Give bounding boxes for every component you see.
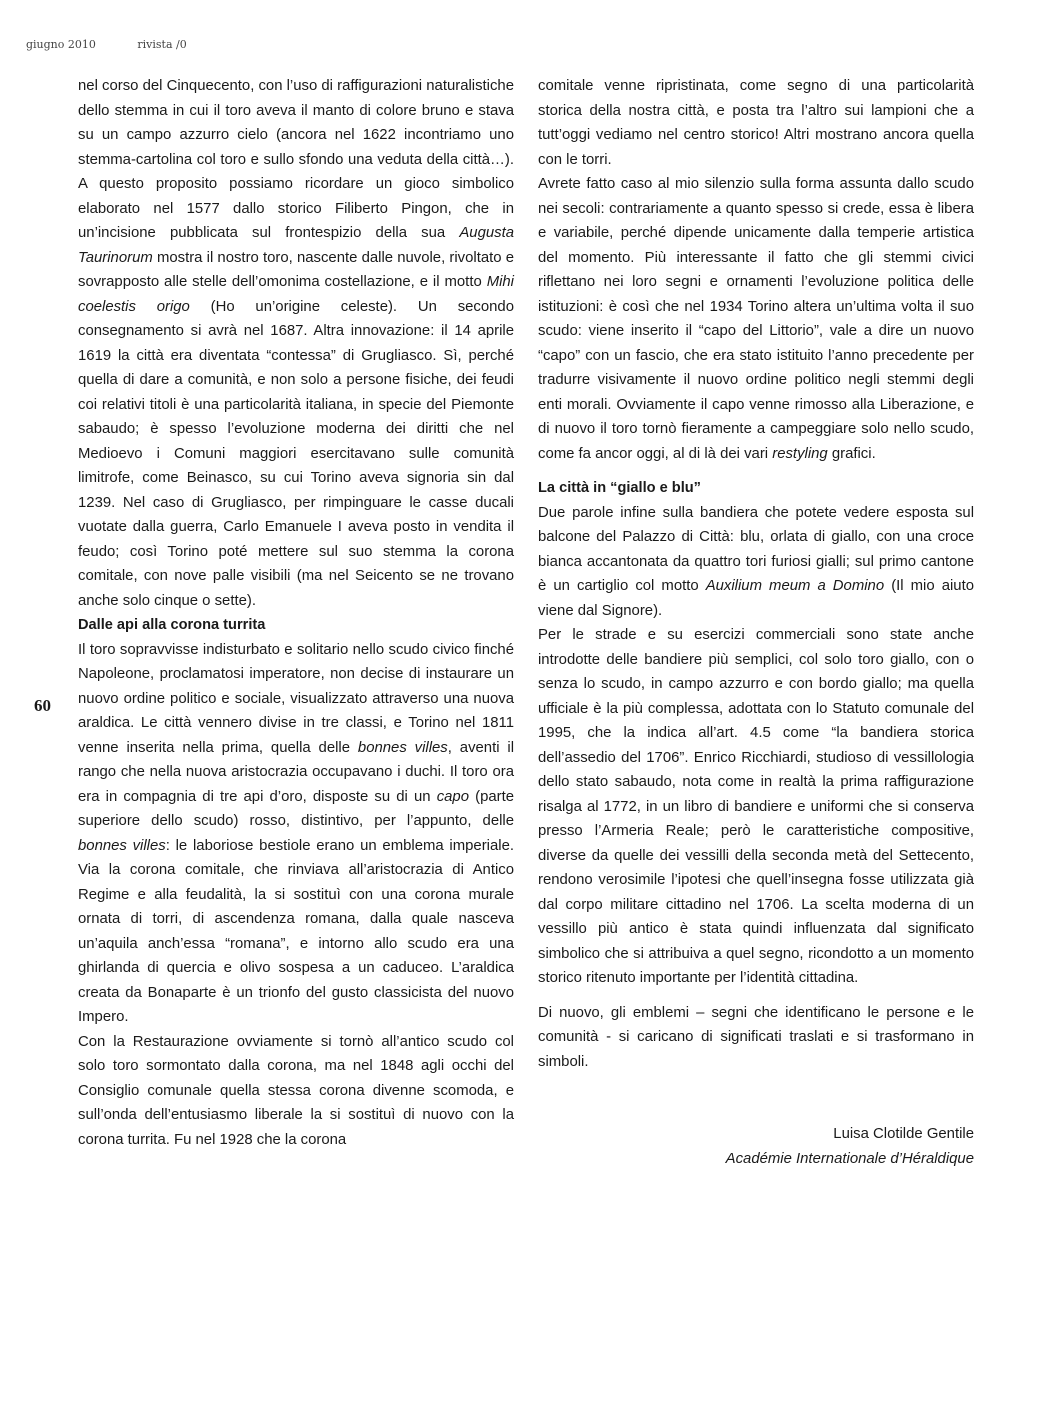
right-column <box>538 74 974 1171</box>
paragraph: Avrete fatto caso al mio silenzio sulla forma assunta dallo scudo nei secoli: contrariamente a quanto spesso si crede, essa è libera e variabile, perché dipende unicamente dalla temperie artistica del momento. Più interessante il fatto che gli stemmi civici riflettano nei loro segni e ornamenti l’evoluzione politica delle istituzioni: è così che nel 1934 Torino altera un’ultima volta il suo scudo: viene inserito il “capo del Littorio”, vale a dire un nuovo “capo” con un fascio, che era stato istituito l’anno precedente per tradurre visivamente il nuovo ordine politico negli stemmi degli enti morali. Ovviamente il capo venne rimosso alla Liberazione, e di nuovo il toro tornò fieramente a campeggiare solo nello scudo, come fa ancor oggi, al di là dei vari restyling grafici. <box>538 176 974 462</box>
left-column <box>78 74 514 1152</box>
section-heading: La città in “giallo e blu” <box>538 480 701 496</box>
section-heading: Dalle api alla corona turrita <box>78 617 266 633</box>
paragraph: Di nuovo, gli emblemi – segni che identificano le persone e le comunità - si caricano di significati traslati e si trasformano in simboli. <box>538 1004 974 1070</box>
running-head <box>26 38 225 51</box>
issue-number: rivista /0 <box>137 38 187 51</box>
signature <box>538 1122 974 1171</box>
paragraph: Per le strade e su esercizi commerciali sono state anche introdotte delle bandiere più semplici, col solo toro giallo, con o senza lo scudo, in campo azzurro e con bordo giallo; ma quella ufficiale è la più complessa, adottata con lo Statuto comunale del 1995, che la indica all’art. 4.5 come “la bandiera storica dell’assedio del 1706”. Enrico Ricchiardi, studioso di vessillologia dello stato sabaudo, nota come in realtà la prima raffigurazione risalga al 1772, in un libro di bandiere e uniformi che si conserva presso l’Armeria Reale; però le caratteristiche compositive, diverse da quelle dei vessilli della seconda metà del Settecento, rendono verosimile l’ipotesi che quell’insegna fosse utilizzata già dal corpo militare cittadino nel 1706. La scelta moderna di un vessillo più antico è stata quindi influenzata dal significato simbolico che si attribuiva a quel segno, ricondotto a un momento storico ritenuto importante per l’identità cittadina. <box>538 627 974 986</box>
paragraph: Il toro sopravvisse indisturbato e solitario nello scudo civico finché Napoleone, proclamatosi imperatore, non decise di instaurare un nuovo ordine politico e sociale, visualizzato attraverso una nuova araldica. Le città vennero divise in tre classi, e Torino nel 1811 venne inserita nella prima, quella delle bonnes villes, aventi il rango che nella nuova aristocrazia occupavano i duchi. Il toro ora era in compagnia di tre api d’oro, disposte su di un capo (parte superiore dello scudo) rosso, distintivo, per l’appunto, delle bonnes villes: le laboriose bestiole erano un emblema imperiale. Via la corona comitale, che rinviava all’aristocrazia di Antico Regime e alla feudalità, la si sostituì con una corona murale ornata di torri, di ascendenza romana, dalla quale nasceva un’aquila anch’essa “romana”, e intorno allo scudo era una ghirlanda di quercia e olivo sospesa a un caduceo. L’araldica creata da Bonaparte è un trionfo del gusto classicista del nuovo Impero. <box>78 641 515 1025</box>
paragraph: Con la Restaurazione ovviamente si tornò all’antico scudo col solo toro sormontato dalla corona, ma nel 1848 agli occhi del Consiglio comunale quella stessa corona divenne scomoda, e sull’onda dell’entusiasmo liberale la si sostituì di nuovo con la corona turrita. Fu nel 1928 che la corona <box>78 1033 514 1148</box>
paragraph: comitale venne ripristinata, come segno di una particolarità storica della nostra città, e posta tra l’altro sui lampioni che a tutt’oggi vediamo nel centro storico! Altri mostrano ancora quella con le torri. <box>538 78 974 168</box>
paragraph: Due parole infine sulla bandiera che potete vedere esposta sul balcone del Palazzo di Città: blu, orlata di giallo, con una croce bianca accantonata da quattro tori furiosi gialli; sul primo cantone è un cartiglio col motto Auxilium meum a Domino (Il mio aiuto viene dal Signore). <box>538 504 974 619</box>
author-name: Luisa Clotilde Gentile <box>833 1126 974 1142</box>
paragraph: nel corso del Cinquecento, con l’uso di raffigurazioni naturalistiche dello stemma in cui il toro aveva il manto di colore bruno e stava su un campo azzurro cielo (ancora nel 1622 incontriamo uno stemma-cartolina col toro e sullo sfondo una veduta della città…). A questo proposito possiamo ricordare un gioco simbolico elaborato nel 1577 dallo storico Filiberto Pingon, che in un’incisione pubblicata sul frontespizio della sua Augusta Taurinorum mostra il nostro toro, nascente dalle nuvole, rivoltato e sovrapposto alle stelle dell’omonima costellazione, e il motto Mihi coelestis origo (Ho un’origine celeste). Un secondo consegnamento si avrà nel 1687. Altra innovazione: il 14 aprile 1619 la città era diventata “contessa” di Grugliasco. Sì, perché quella di dare a comunità, e non solo a persone fisiche, dei feudi coi relativi titoli è una particolarità italiana, in specie del Piemonte sabaudo; è spesso l’evoluzione moderna dei diritti che nel Medioevo i Comuni maggiori esercitavano sulle comunità limitrofe, come Beinasco, su cui Torino aveva signoria sin dal 1239. Nel caso di Grugliasco, per rimpinguare le casse ducali vuotate dalla guerra, Carlo Emanuele I aveva posto in vendita il feudo; così Torino poté mettere sul suo stemma la corona comitale, con nove palle visibili (ma nel Seicento se ne trovano anche solo cinque o sette). <box>78 78 514 609</box>
author-affiliation: Académie Internationale d’Héraldique <box>725 1150 974 1167</box>
page-number: 60 <box>34 696 51 715</box>
issue-date: giugno 2010 <box>26 38 96 51</box>
